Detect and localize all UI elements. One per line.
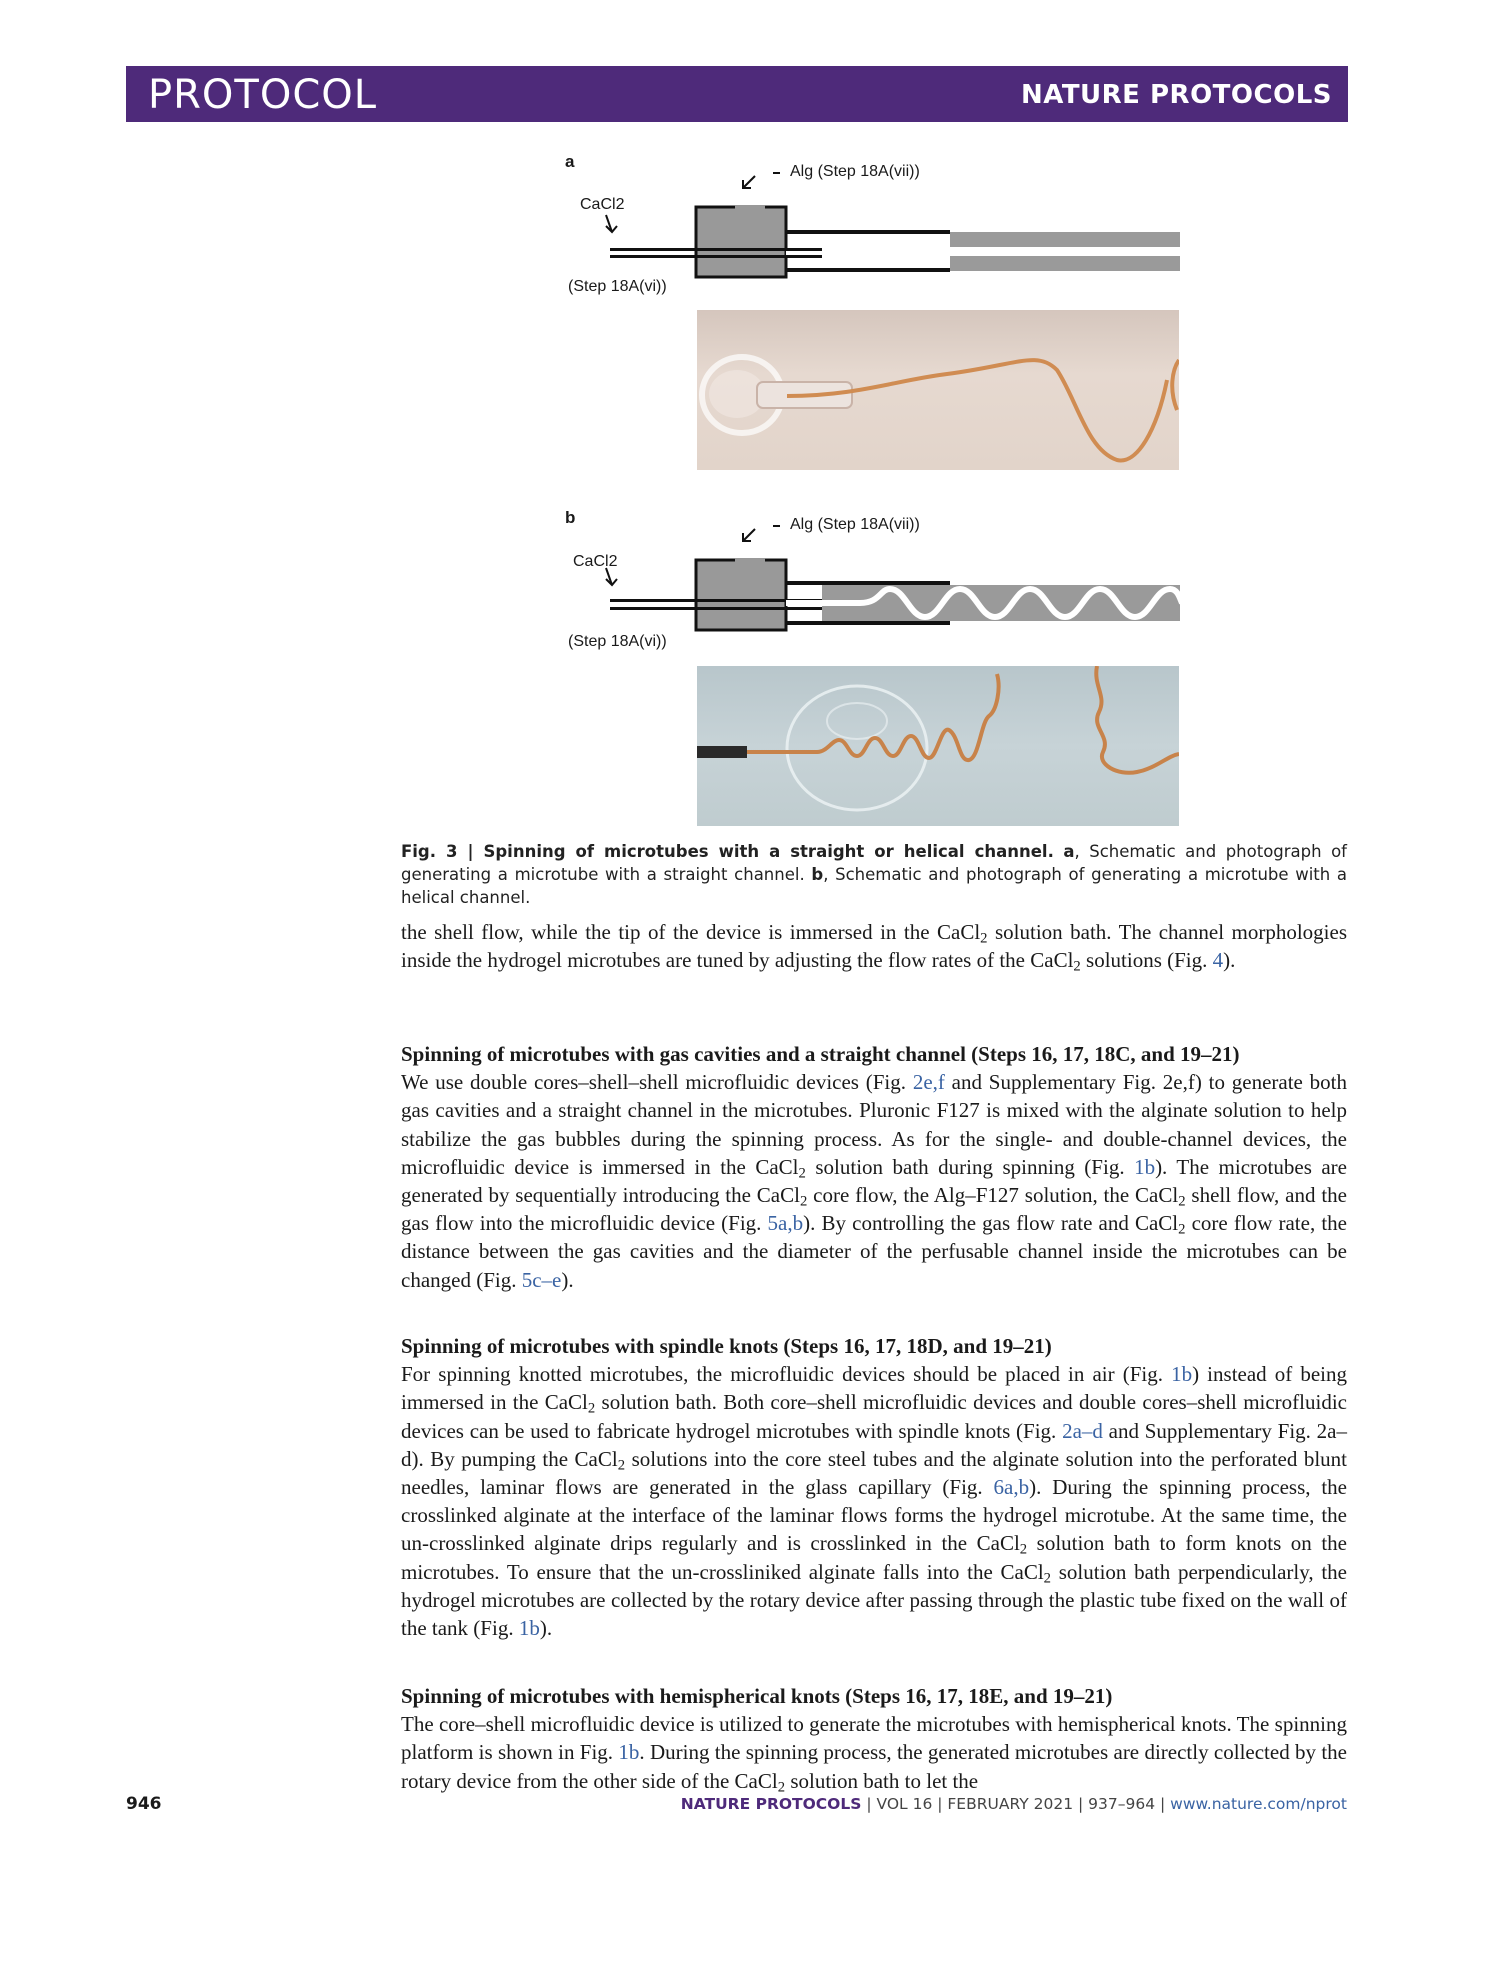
figure-3 xyxy=(0,0,1489,880)
ref-fig-6ab[interactable]: 6a,b xyxy=(993,1475,1030,1500)
figure-caption xyxy=(401,840,1347,909)
panel-a-photograph xyxy=(697,310,1179,470)
ref-fig-1b[interactable]: 1b xyxy=(518,1616,540,1641)
panel-a-letter: a xyxy=(565,152,575,171)
ref-fig-2ef[interactable]: 2e,f xyxy=(912,1070,945,1095)
caption-b-letter: b xyxy=(811,865,824,884)
panel-b-photograph xyxy=(697,666,1179,826)
page-number: 946 xyxy=(126,1794,162,1814)
panel-b-step-label: (Step 18A(vi)) xyxy=(568,633,667,650)
ref-fig-2ad[interactable]: 2a–d xyxy=(1062,1418,1103,1443)
ref-fig-4[interactable]: 4 xyxy=(1212,948,1224,973)
footer-date: FEBRUARY 2021 xyxy=(947,1795,1074,1813)
section-spindle-knots: Spinning of microtubes with spindle knots (Steps 16, 17, 18D, and 19–21) For spinning knotted microtubes, the microfluidic devices should be placed in air (Fig. 1b) instead of being immersed in the CaCl$_2$ solution bath. Both core–shell microfluidic devices and double cores–shell microfluidic devices can be used to fabricate hydrogel microtubes with spindle knots (Fig. 2a–d and Supplementary Fig. 2a–d). By pumping the CaCl$_2$ solutions into the core steel tubes and the alginate solution into the perforated blunt needles, laminar flows are generated in the glass capillary (Fig. 6a,b). During the spinning process, the crosslinked alginate at the interface of the laminar flows forms the hydrogel microtube. At the same time, the un-crosslinked alginate drips regularly and is crosslinked in the CaCl$_2$ solution bath to form knots on the microtubes. To ensure that the un-crossliniked alginate falls into the CaCl$_2$ solution bath perpendicularly, the hydrogel microtubes are collected by the rotary device after passing through the plastic tube fixed on the wall of the tank (Fig. 1b). xyxy=(401,1334,1348,1641)
panel-b-letter: b xyxy=(565,508,576,527)
ref-fig-5ab[interactable]: 5a,b xyxy=(767,1211,804,1236)
footer-citation: NATURE PROTOCOLS | VOL 16 | FEBRUARY 2021 | 937–964 | www.nature.com/nprot xyxy=(680,1795,1347,1813)
panel-a-step-label: (Step 18A(vi)) xyxy=(568,278,667,295)
section-heading: Spinning of microtubes with hemispherical knots (Steps 16, 17, 18E, and 19–21) xyxy=(401,1684,1113,1708)
panel-b-schematic xyxy=(560,513,1190,633)
ref-fig-1b[interactable]: 1b xyxy=(618,1740,640,1765)
journal-title: NATURE PROTOCOLS xyxy=(1020,80,1332,110)
footer-pages: 937–964 xyxy=(1088,1795,1156,1813)
ref-fig-1b[interactable]: 1b xyxy=(1134,1154,1156,1179)
ref-fig-5ce[interactable]: 5c–e xyxy=(521,1267,562,1292)
caption-fig-label: Fig. 3 | Spinning of microtubes with a straight or helical channel. xyxy=(401,842,1054,861)
caption-b-text: , Schematic and photograph of generating a microtube with a helical channel. xyxy=(401,865,1348,907)
caption-a-letter: a xyxy=(1063,842,1075,861)
footer-url-link[interactable]: www.nature.com/nprot xyxy=(1170,1795,1347,1813)
panel-b-alg-label: Alg (Step 18A(vii)) xyxy=(790,516,920,533)
section-hemispherical-knots: Spinning of microtubes with hemispherical knots (Steps 16, 17, 18E, and 19–21) The core–shell microfluidic device is utilized to generate the microtubes with hemispherical knots. The spinning platform is shown in Fig. 1b. During the spinning process, the generated microtubes are directly collected by the rotary device from the other side of the CaCl$_2$ solution bath to let the xyxy=(401,1684,1347,1796)
panel-a-schematic xyxy=(560,160,1190,280)
ref-fig-1b[interactable]: 1b xyxy=(1171,1362,1193,1387)
section-gas-cavities: Spinning of microtubes with gas cavities and a straight channel (Steps 16, 17, 18C, and 19–21) We use double cores–shell–shell microfluidic devices (Fig. 2e,f and Supplementary Fig. 2e,f) to generate both gas cavities and a straight channel in the microtubes. Pluronic F127 is mixed with the alginate solution to help stabilize the gas bubbles during the spinning process. As for the single- and double-channel devices, the microfluidic device is immersed in the CaCl$_2$ solution bath during spinning (Fig. 1b). The microtubes are generated by sequentially introducing the CaCl$_2$ core flow, the Alg–F127 solution, the CaCl$_2$ shell flow, and the gas flow into the microfluidic device (Fig. 5a,b). By controlling the gas flow rate and CaCl$_2$ core flow rate, the distance between the gas cavities and the diameter of the perfusable channel inside the microtubes can be changed (Fig. 5c–e). xyxy=(401,1042,1347,1292)
footer-volume: VOL 16 xyxy=(876,1795,933,1813)
footer-journal: NATURE PROTOCOLS xyxy=(680,1795,862,1813)
caption-a-text: , Schematic and photograph of generating a microtube with a straight channel. xyxy=(401,842,1347,884)
panel-b-cacl2-label: CaCl2 xyxy=(573,553,618,570)
section-heading: Spinning of microtubes with spindle knots (Steps 16, 17, 18D, and 19–21) xyxy=(401,1334,1052,1358)
panel-a-alg-label: Alg (Step 18A(vii)) xyxy=(790,163,920,180)
paragraph-continuation: the shell flow, while the tip of the device is immersed in the CaCl$_2$ solution bath. The channel morphologies inside the hydrogel microtubes are tuned by adjusting the flow rates of the CaCl$_2$ solutions (Fig. 4). xyxy=(401,920,1347,975)
panel-a-cacl2-label: CaCl2 xyxy=(580,196,625,213)
section-title: PROTOCOL xyxy=(148,72,378,118)
section-heading: Spinning of microtubes with gas cavities and a straight channel (Steps 16, 17, 18C, and 19–21) xyxy=(401,1042,1240,1066)
